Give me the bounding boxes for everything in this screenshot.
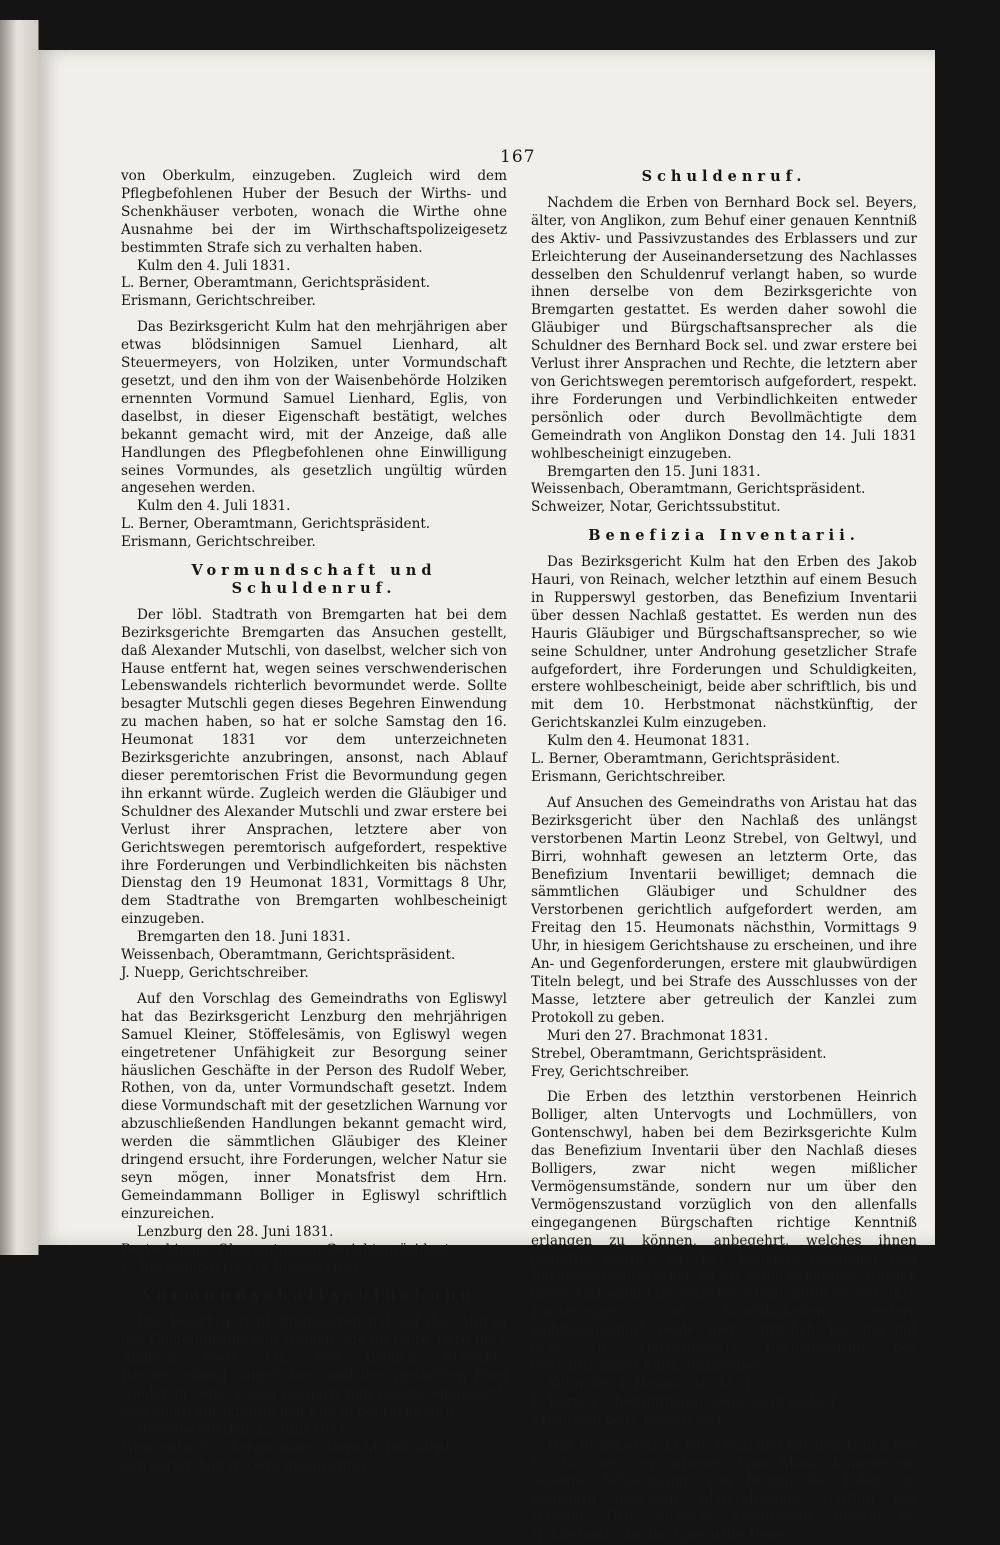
notice-signature: Erismann, Gerichtschreiber. <box>121 534 316 551</box>
notice-oberkulm-continuation <box>121 168 507 311</box>
notice-dateline: Lenzburg den 28. Juni 1831. <box>137 1223 334 1240</box>
notice-dateline: Muri den 27. Brachmonat 1831. <box>547 1027 769 1044</box>
notice-text: Die Erben des letzthin verstorbenen Heinrich Bolliger, alten Untervogts und Lochmüllers, von Gontenschwyl, haben bei dem Bezirksgerichte Kulm das Benefizium Inventarii über den Nachlaß dieses Bolligers, zwar nicht wegen mißlicher Vermögensumstände, sondern nur um über den Vermögenszustand vorzüglich von den allenfalls eingegangenen Bürgschaften richtige Kenntniß erlangen zu können, anbegehrt, welches ihnen gestattet worden ist. Des Bolligers Gläubiger und Bürgschaftsansprecher, so wie seine Schuldner, werden unter Androhung gesetzlicher Strafe aufgefordert, ihre Forderungen und Schuldigkeiten, erstere wohlbescheinigt, beide aber schriftlich, bis und mit dem 10. Herbstmonats nächstkünftig, der Gerichtskanzlei Kulm einzugeben. <box>531 1089 917 1374</box>
notice-bolliger <box>531 1089 917 1429</box>
notice-signature: Frey, Gerichtschreiber. <box>531 1063 690 1080</box>
notice-kleiner <box>121 991 507 1278</box>
notice-text: Das Bezirksgericht Bremgarten hat auf den Antrag des Gemeindraths von Wohlen, die im Jahre 1816 über Andreas Flori, Fik, von Wohlen, erkennte Bevormundung aufgehoben, und den gedachten Flori wieder in seine vollen bürgerlichen Rechte eingesetzt, was anmit zur öffentlichen Kunde gebracht wird. <box>121 1314 507 1420</box>
notice-signature: Bertschinger, Oberamtmann, Gerichtspräsident. <box>121 1241 455 1258</box>
notice-dateline: Bremgarten den 15. Juni 1831. <box>547 463 761 480</box>
notice-signature: Erismann, Gerichtschreiber. <box>121 293 316 310</box>
notice-text: von Oberkulm, einzugeben. Zugleich wird dem Pflegbefohlenen Huber der Besuch der Wirths- und Schenkhäuser verboten, wonach die Wirthe ohne Ausnahme bei der im Wirthschaftspolizeigesetz bestimmten Strafe sich zu verhalten haben. <box>121 168 507 256</box>
notice-signature: Schweizer, Notar, Gerichtssubstitut. <box>121 1457 371 1474</box>
notice-flori <box>121 1314 507 1475</box>
notice-signature: Weissenbach, Oberamtmann, Gerichtspräsident. <box>121 947 456 964</box>
page-number: 167 <box>500 147 536 167</box>
notice-dateline: Bremgarten den 18. Juni 1831. <box>137 929 351 946</box>
notice-dateline: Kulm den 4. Juli 1831. <box>137 257 291 274</box>
left-column <box>121 168 507 1475</box>
notice-signature: L. Berner, Oberamtmann, Gerichtspräsident. <box>531 751 841 768</box>
notice-signature: Weissenbach, Oberamtmann, Gerichtspräsident. <box>531 481 866 498</box>
notice-strebel <box>531 795 917 1082</box>
notice-text: Das Bezirksgericht Kulm hat den Erben des Jakob Hauri, von Reinach, welcher letzthin auf einem Besuch in Rupperswyl gestorben, das Benefizium Inventarii über dessen Nachlaß gestattet. Es werden nun des Hauris Gläubiger und Bürgschaftsansprecher, so wie seine Schuldner, unter Androhung gesetzlicher Strafe aufgefordert, ihre Forderungen und Schuldigkeiten, erstere wohlbescheinigt, beide aber schriftlich, bis und mit dem 10. Herbstmonat nächstkünftig, der Gerichtskanzlei Kulm einzugeben. <box>531 554 917 732</box>
section-heading: Benefizia Inventarii. <box>588 527 860 545</box>
notice-bock <box>531 195 917 517</box>
notice-text: Das Bezirksgericht von Lenzburg hat den Erben der kürzlich sel. verstorbenen Frau Maria Kaisereisen, geborne Schatzmann, von Brugg, bei Leben zu Lenzburg gesessen, abgeschiedene Gattinn des WEwdg. Hrn. Albrecht Kaisereisen, Pfarrer zu Holderbank, das nachgesuchte Bene- <box>531 1437 917 1544</box>
notice-hauri <box>531 554 917 787</box>
notice-text: Auf Ansuchen des Gemeindraths von Aristau hat das Bezirksgericht über den Nachlaß des unlängst verstorbenen Martin Leonz Strebel, von Geltwyl, und Birri, wohnhaft gewesen an letzterm Orte, das Benefizium Inventarii bewilliget; demnach die sämmtlichen Gläubiger und Schuldner des Verstorbenen gerichtlich aufgefordert werden, am Freitag den 15. Heumonats nächsthin, Vormittags 9 Uhr, in hiesigem Gerichtshause zu erscheinen, und ihre An- und Gegenforderungen, erstere mit glaubwürdigen Titeln belegt, und bei Strafe des Ausschlusses von der Masse, letztere aber getreulich der Kanzlei zum Protokoll zu geben. <box>531 794 917 1026</box>
notice-dateline: Kulm den 4. Heumonats 1831. <box>547 1375 757 1392</box>
notice-signature: L. Berner, Oberamtmann, Gerichtspräsident. <box>121 516 431 533</box>
notice-dateline: Kulm den 4. Juli 1831. <box>137 498 291 515</box>
notice-dateline: Bremgarten den 22. Juni 1831. <box>137 1421 351 1438</box>
section-heading: Schuldenruf. <box>641 168 807 185</box>
right-column <box>531 168 917 1545</box>
section-heading: Vormundschaft und Schuldenruf. <box>191 562 437 597</box>
notice-signature: L. Berner, Oberamtmann, Gerichtspräsident. <box>121 275 431 292</box>
notice-signature: L. Berner, Oberamtmann, Gerichtspräsident. <box>531 1393 841 1410</box>
notice-signature: J. Nuepp, Gerichtschreiber. <box>121 964 309 981</box>
newspaper-page <box>38 50 935 1544</box>
notice-signature: C. Bertschinger, Gerichtsschreiber. <box>121 1259 364 1276</box>
notice-lienhard <box>121 319 507 552</box>
notice-text: Der löbl. Stadtrath von Bremgarten hat bei dem Bezirksgerichte Bremgarten das Ansuchen gestellt, daß Alexander Mutschli, von daselbst, welcher sich von Hause entfernt hat, wegen seines verschwenderischen Lebenswandels richterlich bevormundet werde. Sollte besagter Mutschli gegen dieses Begehren Einwendung zu machen haben, so hat er solche Samstag den 16. Heumonat 1831 vor dem unterzeichneten Bezirksgerichte anzubringen, ansonst, nach Ablauf dieser peremtorischen Frist die Bevormundung gegen ihn erkannt würde. Zugleich werden die Gläubiger und Schuldner des Alexander Mutschli und zwar erstere bei Verlust ihrer Ansprachen, letztere aber von Gerichtswegen peremtorisch aufgefordert, respektive ihre Forderungen und Verbindlichkeiten bis nächsten Dienstag den 19 Heumonat 1831, Vormittags 8 Uhr, dem Stadtrathe von Bremgarten wohlbescheinigt einzugeben. <box>121 606 507 928</box>
notice-signature: Schweizer, Notar, Gerichtssubstitut. <box>531 499 781 516</box>
notice-kaisereisen <box>531 1438 917 1545</box>
section-heading: Vormundschaftsaufhebung. <box>141 1287 487 1305</box>
notice-signature: Erismann, Gerichtschreiber. <box>531 769 726 785</box>
notice-mutschli <box>121 607 507 983</box>
previous-page-edge <box>0 20 39 1255</box>
notice-signature: Strebel, Oberamtmann, Gerichtspräsident. <box>531 1045 827 1062</box>
notice-text: Das Bezirksgericht Kulm hat den mehrjährigen aber etwas blödsinnigen Samuel Lienhard, alt Steuermeyers, von Holziken, unter Vormundschaft gesetzt, und den ihm von der Waisenbehörde Holziken ernennten Vormund Samuel Lienhard, Eglis, von daselbst, in dieser Eigenschaft bestätigt, welches bekannt gemacht wird, mit der Anzeige, daß alle Handlungen des Pflegbefohlenen ohne Einwilligung seines Vormundes, als gesetzlich ungültig würden angesehen werden. <box>121 319 507 497</box>
notice-text: Nachdem die Erben von Bernhard Bock sel. Beyers, älter, von Anglikon, zum Behuf einer genauen Kenntniß des Aktiv- und Passivzustandes des Erblassers und zur Erleichterung der Auseinandersetzung des Nachlasses desselben den Schuldenruf verlangt haben, so wurde ihnen derselbe von dem Bezirksgerichte von Bremgarten gestattet. Es werden daher sowohl die Gläubiger und Bürgschaftsansprecher als die Schuldner des Bernhard Bock sel. und zwar erstere bei Verlust ihrer Ansprachen und Rechte, die letztern aber von Gerichtswegen peremtorisch aufgefordert, respekt. ihre Forderungen und Verbindlichkeiten entweder persönlich oder durch Bevollmächtigte dem Gemeindrath von Anglikon Donstag den 14. Juli 1831 wohlbescheinigt einzugeben. <box>531 194 917 462</box>
notice-signature: Weissenbach, Oberamtmann, Gerichtspräsident. <box>121 1439 456 1456</box>
notice-signature: Erismann, Gerichtschreiber. <box>531 1411 726 1428</box>
notice-text: Auf den Vorschlag des Gemeindraths von Egliswyl hat das Bezirksgericht Lenzburg den mehrjährigen Samuel Kleiner, Stöffelesämis, von Egliswyl wegen eingetretener Unfähigkeit zur Besorgung seiner häuslichen Geschäfte in der Person des Rudolf Weber, Rothen, von da, unter Vormundschaft gesetzt. Indem diese Vormundschaft mit der gesetzlichen Warnung vor abzuschließenden Handlungen bekannt gemacht wird, werden die sämmtlichen Gläubiger des Kleiner dringend ersucht, ihre Forderungen, welcher Natur sie seyn mögen, inner Monatsfrist dem Hrn. Gemeindammann Bolliger in Egliswyl schriftlich einzureichen. <box>121 990 507 1222</box>
notice-dateline: Kulm den 4. Heumonat 1831. <box>547 733 750 750</box>
